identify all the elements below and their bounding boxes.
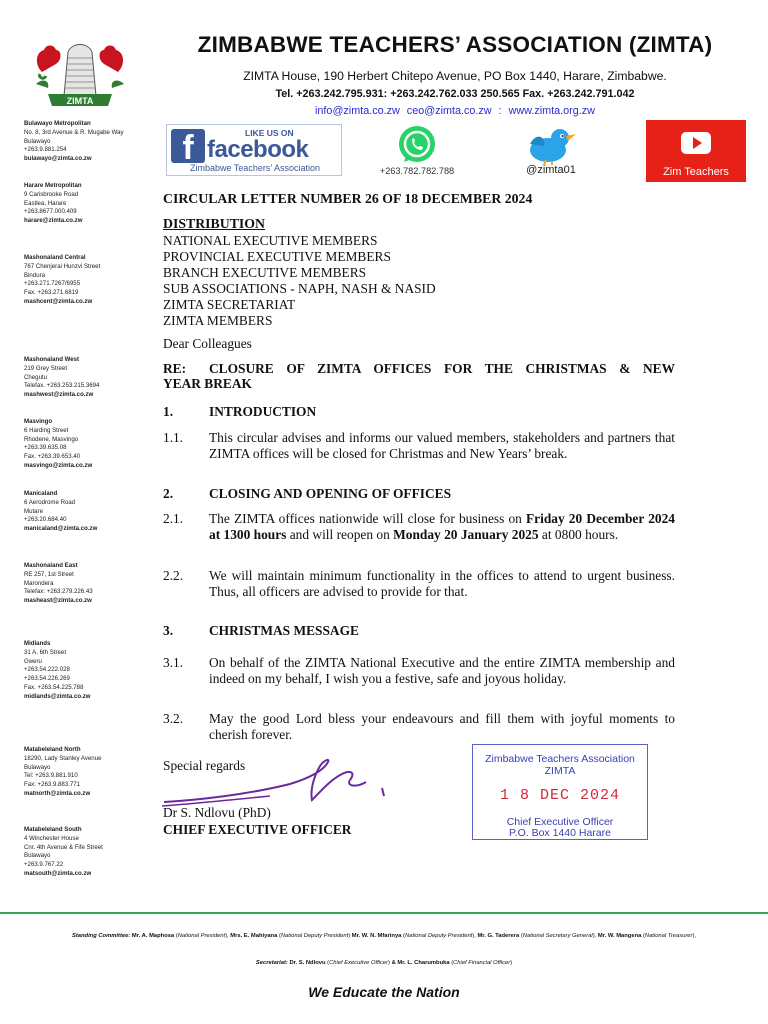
committee-role: National Secretary General bbox=[522, 933, 593, 939]
paragraph-number: 2.2. bbox=[163, 568, 184, 583]
office-line: RE 257, 1st Street bbox=[24, 570, 74, 578]
office-line: No. 8, 3rd Avenue & R. Mugabe Way bbox=[24, 128, 124, 136]
footer-divider bbox=[0, 912, 768, 914]
office-line: Bulawayo bbox=[24, 852, 51, 860]
committee-member: Mr. W. Mangena bbox=[597, 933, 642, 939]
secretariat-role: Chief Executive Officer bbox=[329, 960, 389, 966]
office-name: Manicaland bbox=[24, 490, 58, 497]
subject-line-2: YEAR BREAK bbox=[163, 376, 252, 391]
office-line: +263.20.684.40 bbox=[24, 516, 67, 524]
stamp-organization-abbr: ZIMTA bbox=[544, 765, 576, 777]
office-name: Midlands bbox=[24, 640, 51, 647]
office-name: Mashonaland Central bbox=[24, 254, 86, 261]
distribution-item: SUB ASSOCIATIONS - NAPH, NASH & NASID bbox=[163, 281, 436, 297]
office-matabeleland-north bbox=[24, 746, 150, 799]
ceo-email-link[interactable]: ceo@zimta.co.zw bbox=[406, 105, 492, 117]
logo-text: ZIMTA bbox=[66, 96, 94, 106]
office-email[interactable]: matnorth@zimta.co.zw bbox=[24, 789, 91, 797]
paragraph-3-2: May the good Lord bless your endeavours and fill them with joyful moments to cherish forever. bbox=[209, 711, 675, 742]
office-masvingo bbox=[24, 418, 150, 471]
office-email[interactable]: manicaland@zimta.co.zw bbox=[24, 525, 98, 533]
section-title-christmas-message: CHRISTMAS MESSAGE bbox=[209, 623, 359, 638]
office-email[interactable]: masheast@zimta.co.zw bbox=[24, 597, 92, 605]
committee-member: Mr. G. Taderera bbox=[477, 933, 520, 939]
paragraph-3-1: On behalf of the ZIMTA National Executive and the entire ZIMTA membership and indeed on my behalf, I wish you a festive, safe and joyous holiday. bbox=[209, 655, 675, 686]
secretariat-member: Mr. L. Charumbuka bbox=[397, 960, 450, 966]
office-line: Tel: +263.9.881.910 bbox=[24, 772, 78, 780]
secretariat-role: Chief Financial Officer bbox=[453, 960, 511, 966]
office-name: Mashonaland East bbox=[24, 562, 78, 569]
distribution-list bbox=[163, 233, 436, 330]
office-line: Chegutu bbox=[24, 373, 48, 381]
office-line: Gweru bbox=[24, 657, 42, 665]
office-line: Rhodene, Masvingo bbox=[24, 435, 79, 443]
paragraph-number: 3.1. bbox=[163, 655, 184, 670]
office-mashonaland-central bbox=[24, 254, 150, 307]
section-title-closing-opening: CLOSING AND OPENING OF OFFICES bbox=[209, 486, 452, 501]
office-line: Telefax. +263.253.215.3694 bbox=[24, 382, 100, 390]
office-name: Mashonaland West bbox=[24, 356, 80, 363]
paragraph-number: 1.1. bbox=[163, 430, 184, 445]
office-email[interactable]: mashcent@zimta.co.zw bbox=[24, 297, 93, 305]
paragraph-1-1: This circular advises and informs our valued members, stakeholders and partners that ZIMTA offices will be closed for Christmas and New Years’ break. bbox=[209, 430, 675, 461]
committee-label: Standing Committee: bbox=[71, 933, 131, 939]
office-line: +263.54.222.028 bbox=[24, 666, 70, 674]
office-mashonaland-east bbox=[24, 562, 150, 606]
office-line: +263.271.7267/6955 bbox=[24, 280, 81, 288]
subject-label: RE: bbox=[163, 361, 187, 376]
office-name: Matabeleland North bbox=[24, 746, 81, 753]
organization-contacts bbox=[150, 105, 760, 117]
office-harare-metropolitan bbox=[24, 182, 150, 226]
signer-title: CHIEF EXECUTIVE OFFICER bbox=[163, 822, 352, 837]
p2-1-text-a: The ZIMTA offices nationwide will close for business on bbox=[209, 511, 526, 526]
section-number: 3. bbox=[163, 623, 174, 638]
stamp-date: 1 8 DEC 2024 bbox=[499, 787, 621, 804]
office-line: 6 Harding Street bbox=[24, 426, 69, 434]
office-line: 219 Grey Street bbox=[24, 364, 68, 372]
committee-member: Mrs. E. Mahiyana bbox=[230, 933, 278, 939]
committee-role: National Treasurer bbox=[644, 933, 693, 939]
p2-1-text-b: and will reopen on bbox=[286, 526, 394, 542]
facebook-icon: f bbox=[171, 129, 205, 163]
paragraph-2-2: We will maintain minimum functionality in the offices to attend to urgent business. Thus, all officers are advised to provide for that. bbox=[209, 568, 675, 599]
office-line: Bulawayo bbox=[24, 137, 51, 145]
office-email[interactable]: harare@zimta.co.zw bbox=[24, 217, 83, 225]
official-stamp bbox=[472, 744, 648, 840]
office-line: 31 A, 6th Street bbox=[24, 648, 67, 656]
youtube-play-icon bbox=[681, 132, 711, 154]
distribution-item: BRANCH EXECUTIVE MEMBERS bbox=[163, 265, 367, 281]
office-line: 18290, Lady Stanley Avenue bbox=[24, 754, 102, 762]
office-line: Marondera bbox=[24, 579, 54, 587]
facebook-caption: Zimbabwe Teachers’ Association bbox=[189, 163, 321, 173]
stamp-title: Chief Executive Officer bbox=[506, 816, 614, 828]
office-line: +263.9.881.254 bbox=[24, 146, 67, 154]
office-line: Mutare bbox=[24, 507, 43, 515]
committee-role: National President bbox=[177, 933, 226, 939]
footer-motto: We Educate the Nation bbox=[308, 984, 460, 1000]
whatsapp-number: +263.782.782.788 bbox=[379, 166, 455, 176]
paragraph-number: 2.1. bbox=[163, 511, 184, 526]
reopening-date: Monday 20 January 2025 bbox=[393, 526, 539, 542]
office-line: 4 Winchester House bbox=[24, 834, 79, 842]
contact-separator: : bbox=[498, 105, 502, 117]
office-line: Cnr. 4th Avenue & Fife Street bbox=[24, 843, 103, 851]
distribution-item: ZIMTA MEMBERS bbox=[163, 313, 273, 329]
office-line: Fax: +263.9.883.771 bbox=[24, 781, 81, 789]
zimta-logo bbox=[28, 34, 132, 114]
info-email-link[interactable]: info@zimta.co.zw bbox=[315, 105, 400, 117]
committee-role: National Deputy President bbox=[280, 933, 349, 939]
office-line: +263.9.767.22 bbox=[24, 861, 64, 869]
section-number: 1. bbox=[163, 404, 174, 419]
organization-address: ZIMTA House, 190 Herbert Chitepo Avenue, PO Box 1440, Harare, Zimbabwe. bbox=[243, 69, 667, 83]
signer-name: Dr S. Ndlovu (PhD) bbox=[163, 805, 271, 820]
office-line: Fax. +263.54.225.788 bbox=[24, 683, 84, 691]
section-number: 2. bbox=[163, 486, 174, 501]
committee-role: National Deputy President bbox=[404, 933, 473, 939]
office-line: 767 Chenjerai Hunzvi Street bbox=[24, 262, 101, 270]
twitter-bird-icon[interactable] bbox=[522, 124, 578, 166]
twitter-handle: @zimta01 bbox=[526, 164, 576, 176]
paragraph-2-1 bbox=[209, 511, 675, 543]
subject-line-1: CLOSURE OF ZIMTA OFFICES FOR THE CHRISTMAS & NEW bbox=[209, 361, 675, 376]
youtube-badge[interactable] bbox=[646, 120, 746, 182]
distribution-item: NATIONAL EXECUTIVE MEMBERS bbox=[163, 233, 378, 248]
office-line: +263.54.226.269 bbox=[24, 675, 70, 683]
organization-title: ZIMBABWE TEACHERS’ ASSOCIATION (ZIMTA) bbox=[197, 32, 713, 57]
office-name: Matabeleland South bbox=[24, 826, 82, 833]
section-title-introduction: INTRODUCTION bbox=[209, 404, 317, 419]
p2-1-text-c: at 0800 hours. bbox=[538, 526, 619, 542]
office-bulawayo-metropolitan bbox=[24, 120, 150, 164]
office-line: Fax. +263.271.6819 bbox=[24, 289, 79, 297]
office-manicaland bbox=[24, 490, 150, 534]
office-line: +263.39.635.08 bbox=[24, 444, 67, 452]
committee-member: Mr. W. N. Mfarinya bbox=[351, 933, 402, 939]
office-line: 6 Aerodrome Road bbox=[24, 498, 76, 506]
office-line: Bulawayo bbox=[24, 763, 51, 771]
closing-date: Friday 20 December 2024 at 1300 hours bbox=[209, 511, 675, 542]
office-line: +263.8677.000.409 bbox=[24, 208, 77, 216]
facebook-wordmark: facebook bbox=[207, 136, 309, 163]
office-line: 9 Carisbrooke Road bbox=[24, 190, 79, 198]
distribution-item: PROVINCIAL EXECUTIVE MEMBERS bbox=[163, 249, 391, 265]
office-line: Bindura bbox=[24, 271, 46, 279]
distribution-item: ZIMTA SECRETARIAT bbox=[163, 297, 296, 313]
office-line: Fax. +263.39.653.40 bbox=[24, 453, 81, 461]
youtube-channel-name: Zim Teachers bbox=[663, 166, 729, 178]
office-matabeleland-south bbox=[24, 826, 150, 879]
office-line: Telefax: +263.279.226.43 bbox=[24, 588, 93, 596]
office-name: Harare Metropolitan bbox=[24, 182, 82, 189]
office-email[interactable]: midlands@zimta.co.zw bbox=[24, 692, 91, 700]
stamp-organization: Zimbabwe Teachers Association bbox=[485, 753, 635, 765]
secretariat-joiner: & bbox=[391, 960, 396, 966]
paragraph-number: 3.2. bbox=[163, 711, 184, 726]
website-link[interactable]: www.zimta.org.zw bbox=[508, 105, 595, 117]
office-email[interactable]: matsouth@zimta.co.zw bbox=[24, 869, 92, 877]
office-mashonaland-west bbox=[24, 356, 150, 400]
office-name: Masvingo bbox=[24, 418, 53, 425]
facebook-badge[interactable] bbox=[166, 124, 342, 176]
distribution-heading: DISTRIBUTION bbox=[163, 216, 265, 231]
whatsapp-icon[interactable] bbox=[396, 124, 438, 166]
handwritten-signature bbox=[160, 756, 396, 812]
stamp-address: P.O. Box 1440 Harare bbox=[509, 827, 611, 839]
closing-regards: Special regards bbox=[163, 758, 246, 773]
facebook-like-text: LIKE US ON bbox=[245, 128, 294, 138]
office-name: Bulawayo Metropolitan bbox=[24, 120, 91, 127]
office-email[interactable]: masvingo@zimta.co.zw bbox=[24, 461, 93, 469]
office-line: Eastlea, Harare bbox=[24, 199, 67, 207]
office-email[interactable]: bulawayo@zimta.co.zw bbox=[24, 155, 92, 163]
secretariat-label: Secretariat: bbox=[255, 960, 288, 966]
organization-telephone: Tel. +263.242.795.931: +263.242.762.033 250.565 Fax. +263.242.791.042 bbox=[275, 88, 635, 100]
salutation: Dear Colleagues bbox=[163, 336, 252, 351]
committee-member: Mr. A. Maphosa bbox=[131, 933, 175, 939]
footer-standing-committee: Standing Committee: Mr. A. Maphosa (National President), Mrs. E. Mahiyana (National Deputy President) Mr. W. N. Mfarinya (National Deputy President), Mr. G. Taderera (National Secretary General), Mr. W. Mangena (National Treasurer), bbox=[71, 933, 697, 939]
office-midlands bbox=[24, 640, 150, 702]
circular-title: CIRCULAR LETTER NUMBER 26 OF 18 DECEMBER 2024 bbox=[163, 191, 533, 206]
footer-secretariat: Secretariat: Dr. S. Ndlovu (Chief Executive Officer) & Mr. L. Charumbuka (Chief Financial Officer) bbox=[255, 960, 513, 966]
office-email[interactable]: mashwest@zimta.co.zw bbox=[24, 391, 94, 399]
secretariat-member: Dr. S. Ndlovu bbox=[289, 960, 326, 966]
